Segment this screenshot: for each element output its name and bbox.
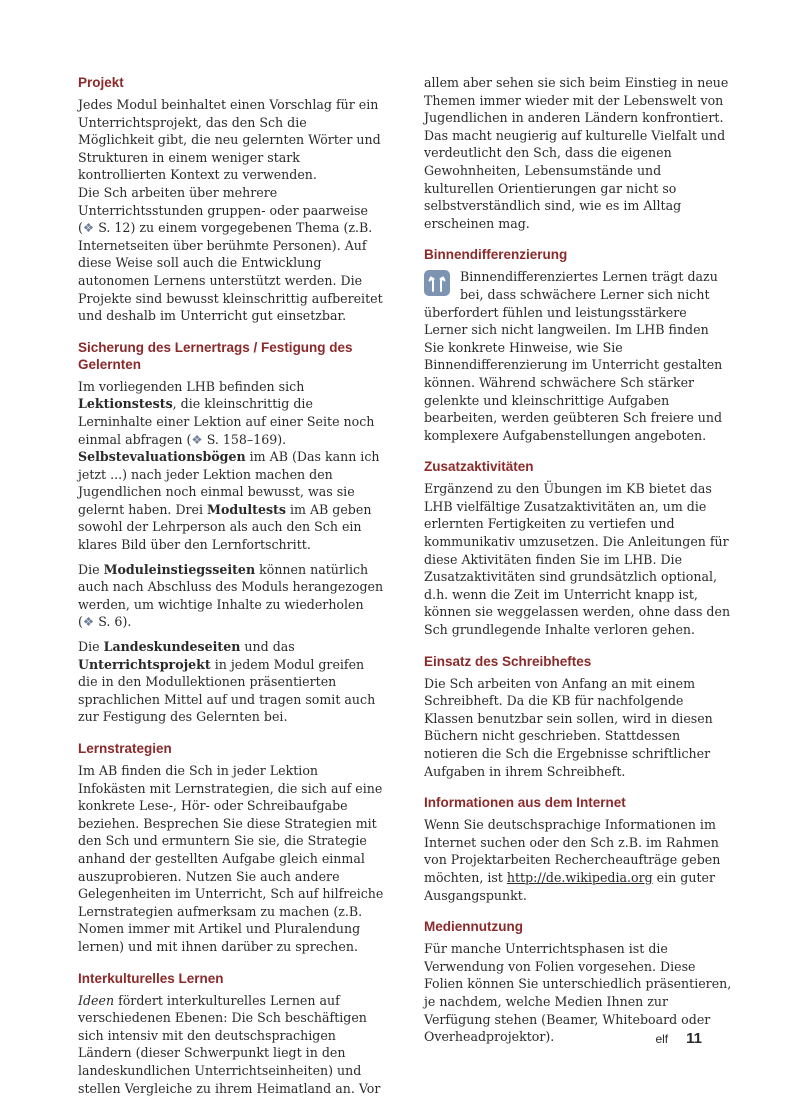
paragraph-internet-1: Wenn Sie deutschsprachige Informationen im Internet suchen oder den Sch z.B. im Rahmen von Projektarbeiten Rechercheaufträge geben möchten, ist http://de.wikipedia.org ein guter Ausgangspunkt. <box>424 817 721 903</box>
heading-mediennutzung: Mediennutzung <box>424 919 523 935</box>
paragraph-zusatz-1: Ergänzend zu den Übungen im KB bietet das LHB vielfältige Zusatzaktivitäten an, um die erlernten Fertigkeiten zu vertiefen und kommunikativ umzusetzen. Die Anleitungen für diese Aktivitäten finden Sie im LHB. Die Zusatzaktivitäten sind grundsätzlich optional, d.h. wenn die Zeit im Unterricht knapp ist, können sie weggelassen werden, ohne dass den Sch grundlegende Inhalte verloren gehen. <box>424 481 731 638</box>
reference-symbol-icon: ❖ <box>82 614 95 630</box>
paragraph-interkulturell-1: Ideen fördert interkulturelles Lernen auf verschiedenen Ebenen: Die Sch beschäftigen sich intensiv mit den deutschsprachigen Ländern (dieser Schwerpunkt liegt in den landeskundlichen Unterrichtseinheiten) und stellen Vergleiche zu ihrem Heimatland an. Vor <box>78 992 381 1096</box>
left-column <box>78 74 386 1104</box>
paragraph-lernstrategien-1: Im AB finden die Sch in jeder Lektion Infokästen mit Lernstrategien, die sich auf eine konkrete Lese-, Hör- oder Schreibaufgabe beziehen. Besprechen Sie diese Strategien mit den Sch und ermuntern Sie sie, die Strategie anhand der gestellten Aufgabe gleich einmal auszuprobieren. Nutzen Sie auch andere Gelegenheiten im Unterricht, Sch auf hilfreiche Lernstrategien aufmerksam zu machen (z.B. Nomen immer mit Artikel und Pluralendung lernen) und mit ihnen darüber zu sprechen. <box>78 763 384 954</box>
paragraph-binnen-1: Binnendifferenziertes Lernen trägt dazu bei, dass schwächere Lerner sich nicht überfordert fühlen und leistungsstärkere Lerner sich nicht langweilen. Im LHB finden Sie konkrete Hinweise, wie Sie Binnendifferenzierung im Unterricht gestalten können. Während schwächere Sch stärker gelenkte und kleinschrittige Aufgaben bearbeiten, werden geübteren Sch freiere und komplexere Aufgabenstellungen angeboten. <box>424 269 723 443</box>
page-number: 11 <box>686 1030 702 1047</box>
paragraph-sicherung-3: Die Landeskundeseiten und das Unterrichtsprojekt in jedem Modul greifen die in den Modullektionen präsentierten sprachlichen Mittel auf und tragen somit auch zur Festigung des Gelernten bei. <box>78 639 376 725</box>
page-footer <box>655 1030 702 1048</box>
reference-symbol-icon: ❖ <box>82 220 95 236</box>
heading-projekt: Projekt <box>78 75 124 90</box>
paragraph-sicherung-1: Im vorliegenden LHB befinden sich Lektionstests, die kleinschrittig die Lerninhalte einer Lektion auf einer Seite noch einmal abfragen (❖ S. 158–169). Selbstevaluationsbögen im AB (Das kann ich jetzt ...) nach jeder Lektion machen den Jugendlichen noch einmal bewusst, was sie gelernt haben. Drei Modultests im AB geben sowohl der Lehrperson als auch den Sch ein klares Bild über den Lernfortschritt. <box>78 378 380 553</box>
heading-zusatzaktivitaeten: Zusatzaktivitäten <box>424 459 534 475</box>
split-arrows-icon <box>427 273 447 293</box>
page-number-word: elf <box>655 1032 669 1046</box>
heading-schreibheft: Einsatz des Schreibheftes <box>424 653 592 669</box>
right-column <box>424 74 732 1053</box>
heading-internet: Informationen aus dem Internet <box>424 795 626 811</box>
heading-sicherung: Sicherung des Lernertrags / Festigung des Gelernten <box>78 339 353 372</box>
page-reference: S. 6 <box>98 614 123 630</box>
paragraph-sicherung-2: Die Moduleinstiegsseiten können natürlich auch nach Abschluss des Moduls herangezogen werden, um wichtige Inhalte zu wiederholen (❖ S. 6). <box>78 561 384 630</box>
paragraph-projekt-1: Jedes Modul beinhaltet einen Vorschlag für ein Unterrichtsprojekt, das den Sch die Möglichkeit gibt, die neu gelernten Wörter und Strukturen in einem weniger stark kontrollierten Kontext zu verwenden. Die Sch arbeiten über mehrere Unterrichtsstunden gruppen- oder paarweise (❖ S. 12) zu einem vorgegebenen Thema (z.B. Internetseiten über berühmte Personen). Auf diese Weise soll auch die Entwicklung autonomen Lernens unterstützt werden. Die Projekte sind bewusst kleinschrittig aufbereitet und deshalb im Unterricht gut einsetzbar. <box>78 97 383 324</box>
binnendifferenzierung-icon <box>424 270 450 296</box>
wikipedia-link[interactable]: http://de.wikipedia.org <box>506 869 653 885</box>
paragraph-schreibheft-1: Die Sch arbeiten von Anfang an mit einem Schreibheft. Da die KB für nachfolgende Klassen benutzbar sein sollen, wird in diesen Büchern nicht geschrieben. Stattdessen notieren die Sch die Ergebnisse schriftlicher Aufgaben in ihrem Schreibheft. <box>424 675 713 779</box>
page-reference: S. 12 <box>98 220 131 236</box>
page-reference: S. 158–169 <box>206 431 278 447</box>
heading-binnendifferenzierung: Binnendifferenzierung <box>424 247 568 263</box>
heading-lernstrategien: Lernstrategien <box>78 741 172 756</box>
paragraph-medien-1: Für manche Unterrichtsphasen ist die Verwendung von Folien vorgesehen. Diese Folien können Sie unterschiedlich präsentieren, je nachdem, welche Medien Ihnen zur Verfügung stehen (Beamer, Whiteboard oder Overheadprojektor). <box>424 941 732 1045</box>
paragraph-continuation: allem aber sehen sie sich beim Einstieg in neue Themen immer wieder mit der Lebenswelt von Jugendlichen in anderen Ländern konfrontiert. Das macht neugierig auf kulturelle Vielfalt und verdeutlicht den Sch, dass die eigenen Gewohnheiten, Lebensumstände und kulturellen Orientierungen gar nicht so selbstverständlich sind, wie es im Alltag erscheinen mag. <box>424 75 729 231</box>
heading-interkulturelles-lernen: Interkulturelles Lernen <box>78 970 224 986</box>
reference-symbol-icon: ❖ <box>191 431 203 447</box>
